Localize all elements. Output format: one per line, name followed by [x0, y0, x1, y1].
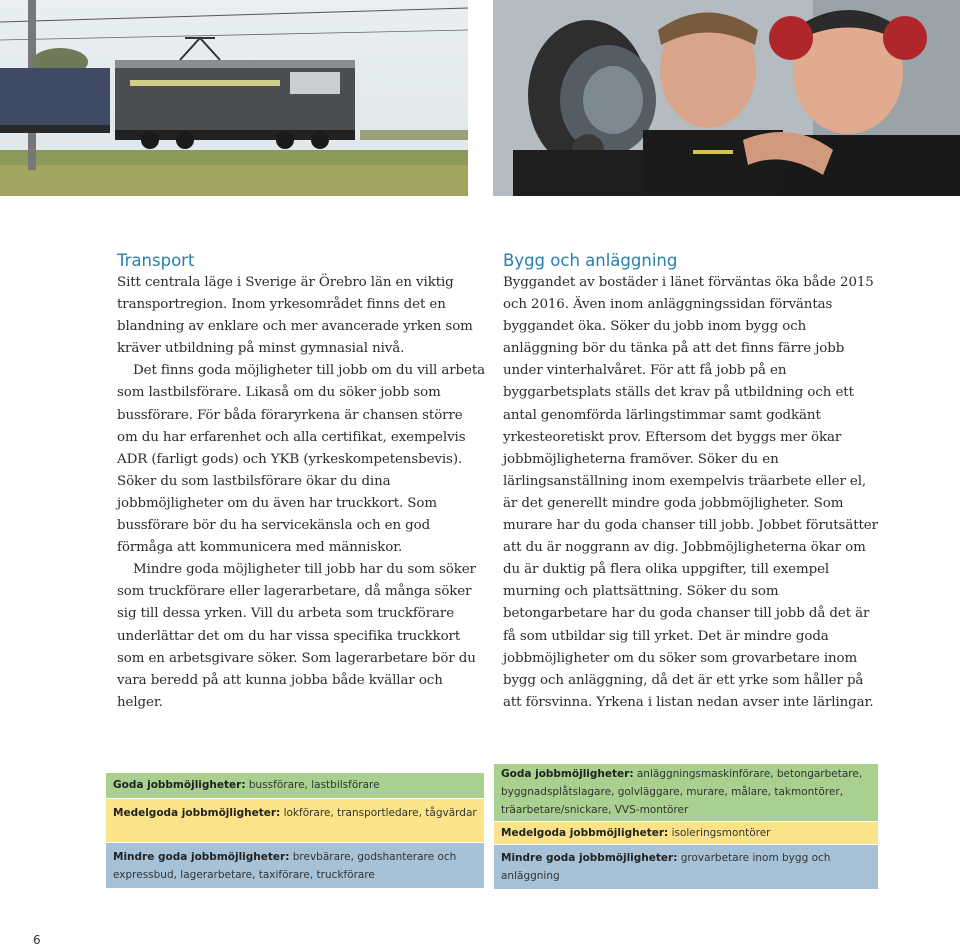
paragraph: Det finns goda möjligheter till jobb om du vill arbeta som lastbilsförare. Likaså om du söker jobb som bussförare. För båda föraryrkena är chansen större om du har erfarenhet och alla certifikat, exempelvis ADR (farligt gods) och YKB (yrkeskompetensbevis). Söker du som lastbilsförare ökar du dina jobbmöjligheter om du även har truckkort. Som bussförare bör du ha servicekänsla och en god förmåga att kommunicera med människor. [117, 363, 486, 556]
medium-jobs-box [106, 799, 484, 842]
box-label: Mindre goda jobbmöjligheter: [113, 851, 290, 863]
box-text: grovarbetare inom bygg och anläggning [501, 852, 831, 882]
less-jobs-box [106, 843, 484, 888]
good-jobs-box [494, 764, 878, 821]
box-label: Medelgoda jobbmöjligheter: [113, 807, 281, 819]
construction-section [503, 250, 883, 714]
page-number: 6 [33, 933, 41, 947]
section-body [503, 272, 883, 714]
medium-jobs-box [494, 822, 878, 844]
box-text: isoleringsmontörer [668, 827, 771, 839]
box-label: Mindre goda jobbmöjligheter: [501, 852, 678, 864]
paragraph: Byggandet av bostäder i länet förväntas öka både 2015 och 2016. Även inom anläggningssidan förväntas byggandet öka. Söker du jobb inom bygg och anläggning bör du tänka på att det finns färre jobb under vinterhalvåret. För att få jobb på en byggarbetsplats ställs det krav på utbildning och ett antal genomförda lärlingstimmar samt godkänt yrkesteoretiskt prov. Eftersom det byggs mer ökar jobbmöjligheterna framöver. Söker du en lärlingsanställning inom exempelvis träarbete eller el, är det generellt mindre goda jobbmöjligheter. Som murare har du goda chanser till jobb. Jobbet förutsätter att du är noggrann av dig. Jobbmöjligheterna ökar om du är duktig på flera olika uppgifter, till exempel murning och plattsättning. Söker du som betongarbetare har du goda chanser till jobb då det är få som utbildar sig till yrket. Det är mindre goda jobbmöjligheter om du söker som grovarbetare inom bygg och anläggning, då det är ett yrke som håller på att försvinna. Yrkena i listan nedan avser inte lärlingar. [503, 275, 878, 710]
transport-section [117, 250, 485, 714]
section-body [117, 272, 485, 714]
section-title: Bygg och anläggning [503, 251, 678, 270]
section-title: Transport [117, 251, 195, 270]
box-label: Goda jobbmöjligheter: [113, 779, 246, 791]
good-jobs-box [106, 773, 484, 798]
workers-photo [493, 0, 960, 196]
paragraph: Sitt centrala läge i Sverige är Örebro län en viktig transportregion. Inom yrkesområdet finns det en blandning av enklare och mer avancerade yrken som kräver utbildning på minst gymnasial nivå. [117, 275, 473, 357]
box-label: Medelgoda jobbmöjligheter: [501, 827, 669, 839]
box-text: brevbärare, godshanterare och expressbud, lagerarbetare, taxiförare, truckförare [113, 851, 457, 881]
box-text: lokförare, transportledare, tågvärdar [280, 807, 477, 819]
box-text: anläggningsmaskinförare, betongarbetare, byggnadsplåtslagare, golvläggare, murare, målare, takmontörer, träarbetare/snickare, VVS-montörer [501, 768, 863, 816]
box-text: bussförare, lastbilsförare [245, 779, 380, 791]
box-label: Goda jobbmöjligheter: [501, 768, 634, 780]
less-jobs-box [494, 845, 878, 889]
paragraph: Mindre goda möjligheter till jobb har du som söker som truckförare eller lagerarbetare, då många söker sig till dessa yrken. Vill du arbeta som truckförare underlättar det om du har vissa specifika truckkort som en arbetsgivare söker. Som lagerarbetare bör du vara beredd på att kunna jobba både kvällar och helger. [117, 562, 476, 710]
train-photo [0, 0, 468, 196]
